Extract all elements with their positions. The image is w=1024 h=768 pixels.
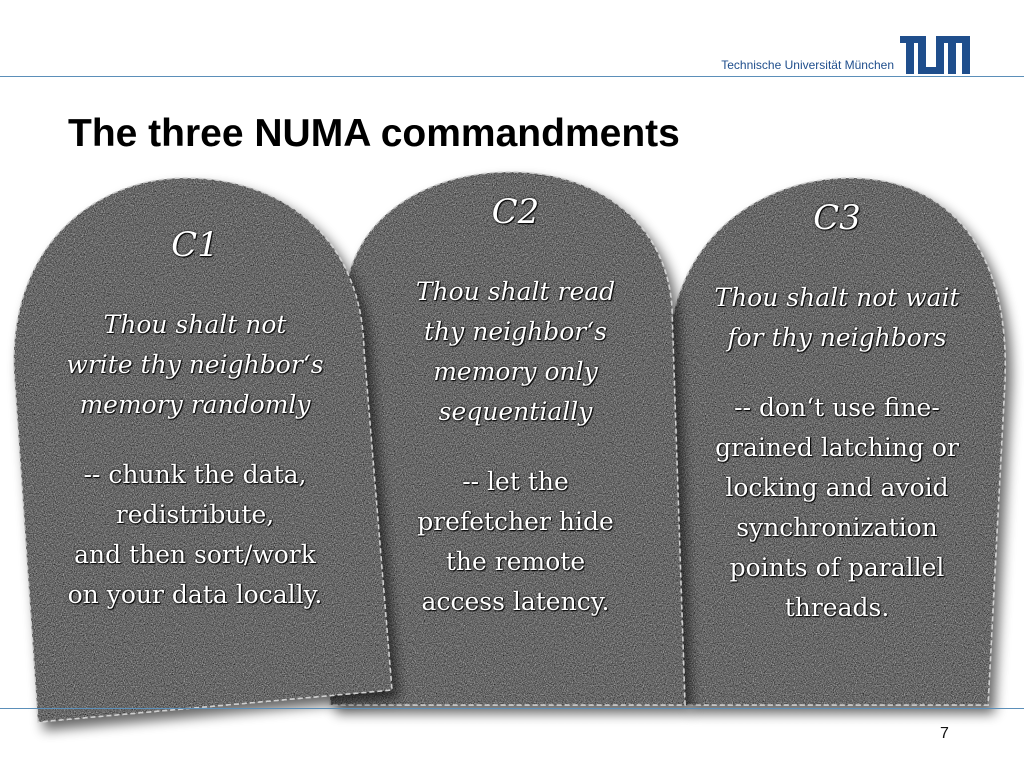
commandment-text: Thou shalt not wait for thy neighbors <box>714 283 960 352</box>
tablet-c2-text <box>378 192 653 622</box>
commandment-text: Thou shalt read thy neighbor‘s memory only sequentially <box>415 277 616 426</box>
university-name: Technische Universität München <box>721 58 894 72</box>
tablet-label: C1 <box>171 225 219 265</box>
tablet-label: C2 <box>491 192 540 232</box>
footer-rule <box>0 708 1024 709</box>
tablet-label: C3 <box>813 198 861 238</box>
tablet-c1-text <box>30 225 360 615</box>
explanation-text: -- don‘t use fine- grained latching or locking and avoid synchronization points of parallel threads. <box>715 393 959 622</box>
tablet-c3-text <box>672 198 1002 628</box>
slide-title: The three NUMA commandments <box>68 112 680 155</box>
explanation-text: -- let the prefetcher hide the remote access latency. <box>417 467 614 616</box>
commandment-text: Thou shalt not write thy neighbor‘s memory randomly <box>66 310 324 419</box>
explanation-text: -- chunk the data, redistribute, and then sort/work on your data locally. <box>67 460 323 609</box>
page-number: 7 <box>940 725 949 742</box>
